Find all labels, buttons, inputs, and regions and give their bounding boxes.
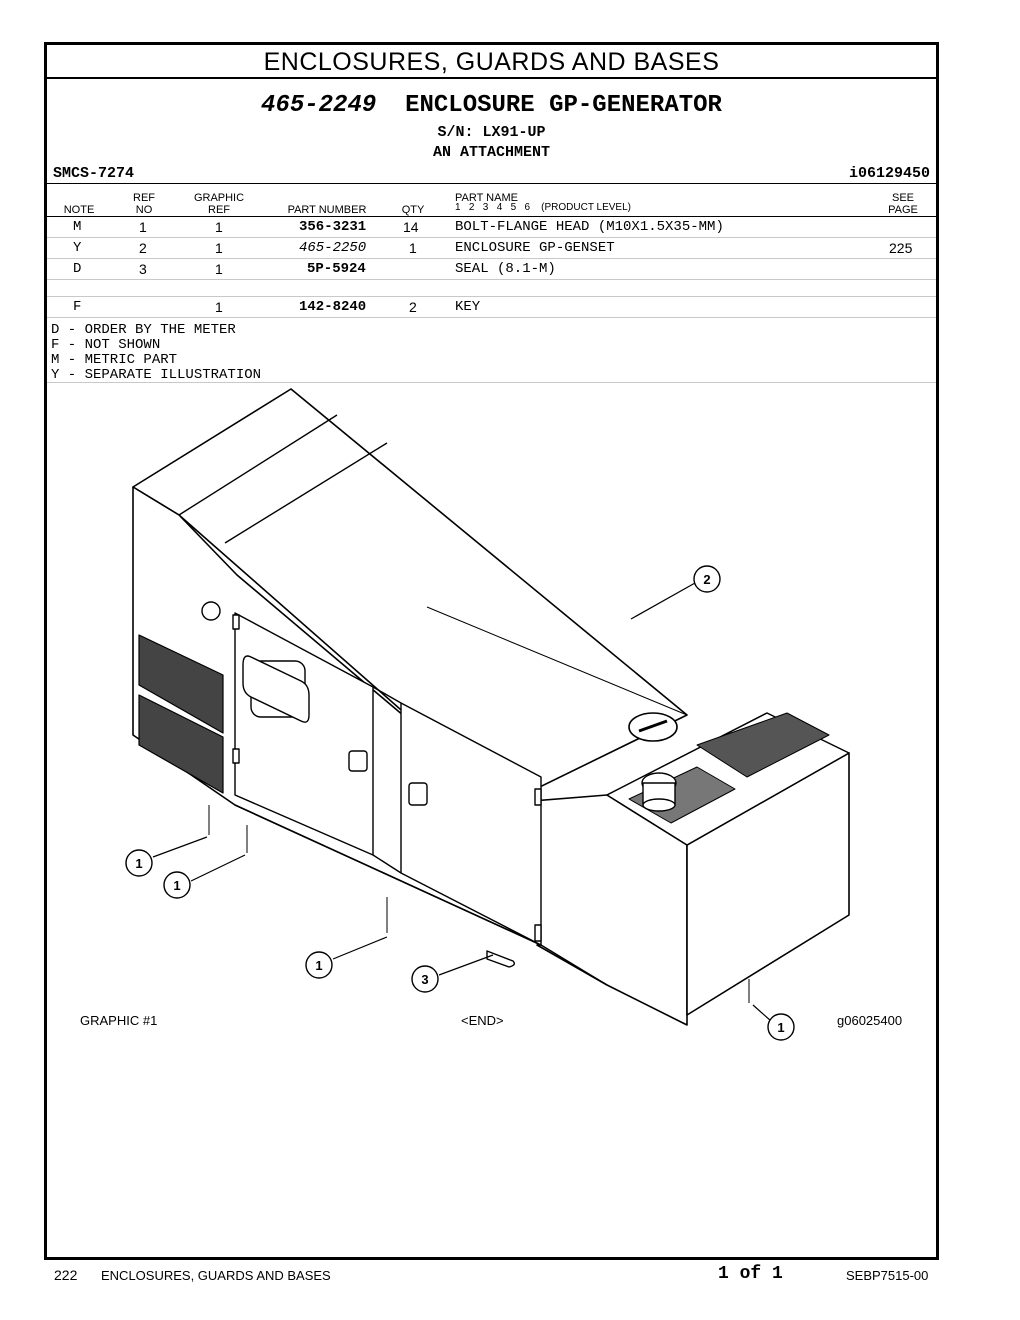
callout-label: 2 [703, 572, 711, 587]
row-graphic-ref: 1 [215, 261, 223, 277]
exhaust-stack-base [643, 799, 675, 811]
row-part-name: KEY [455, 299, 481, 315]
door-hinge [535, 789, 541, 805]
table-row [47, 217, 936, 238]
door-latch-right [409, 783, 427, 805]
callout-balloon-ref-1[interactable] [768, 1014, 794, 1040]
callout-leader [191, 855, 245, 881]
row-part-name: BOLT-FLANGE HEAD (M10X1.5X35-MM) [455, 219, 724, 235]
group-type: AN ATTACHMENT [432, 144, 551, 161]
row-ref-no: 3 [139, 261, 147, 277]
callout-balloon-ref-1[interactable] [126, 850, 152, 876]
illustration-id: i06129450 [848, 165, 930, 182]
callout-leader [753, 1005, 771, 1021]
page-frame [44, 42, 939, 1260]
col-graphic-ref-line1: GRAPHIC [193, 192, 245, 204]
row-graphic-ref: 1 [215, 299, 223, 315]
table-spacer-row [47, 280, 936, 297]
table-row [47, 259, 936, 280]
door-hinge [535, 925, 541, 941]
row-see-page-link[interactable]: 225 [889, 240, 913, 256]
header-divider [47, 183, 936, 184]
note-line: D - ORDER BY THE METER [51, 322, 236, 338]
row-part-number: 356-3231 [299, 219, 367, 235]
col-see-page-line1: SEE [891, 192, 914, 204]
row-ref-no: 2 [139, 240, 147, 256]
callout-leader [631, 583, 695, 619]
group-header [47, 79, 936, 163]
row-part-number: 142-8240 [299, 299, 367, 315]
row-graphic-ref: 1 [215, 219, 223, 235]
illustration-divider [47, 382, 936, 383]
row-ref-no: 1 [139, 219, 147, 235]
row-note: F [73, 299, 82, 315]
callout-label: 1 [315, 958, 323, 973]
footer-section: ENCLOSURES, GUARDS AND BASES [101, 1268, 331, 1283]
row-note: M [73, 219, 82, 235]
callout-balloon-ref-2[interactable] [694, 566, 720, 592]
smcs-code: SMCS-7274 [53, 165, 135, 182]
graphic-label: GRAPHIC #1 [80, 1013, 158, 1028]
col-product-level: 1 2 3 4 5 6 (PRODUCT LEVEL) [455, 202, 631, 213]
footer-page-number: 222 [54, 1267, 78, 1283]
row-qty: 14 [403, 219, 419, 235]
end-marker: <END> [461, 1013, 504, 1028]
col-part-name: PART NAME [455, 192, 518, 204]
col-qty: QTY [401, 204, 425, 216]
col-note: NOTE [63, 204, 95, 216]
table-row [47, 297, 936, 318]
graphic-id: g06025400 [837, 1013, 903, 1028]
callout-label: 1 [173, 878, 181, 893]
callout-leader [153, 837, 207, 857]
row-part-number-link[interactable]: 465-2250 [299, 240, 367, 256]
col-part-number: PART NUMBER [287, 204, 367, 216]
note-line: M - METRIC PART [51, 352, 178, 368]
row-note: D [73, 261, 82, 277]
notes-legend [51, 323, 261, 383]
door-hinge [233, 749, 239, 763]
callout-balloon-ref-1[interactable] [164, 872, 190, 898]
callout-label: 3 [421, 972, 429, 987]
callout-balloon-ref-1[interactable] [306, 952, 332, 978]
footer-page-of: 1 of 1 [718, 1264, 783, 1284]
vent-port [202, 602, 220, 620]
callout-balloon-ref-3[interactable] [412, 966, 438, 992]
group-title [47, 89, 936, 123]
callout-label: 1 [135, 856, 143, 871]
note-line: Y - SEPARATE ILLUSTRATION [51, 367, 262, 383]
col-graphic-ref-line2: REF [208, 204, 230, 216]
row-part-name: ENCLOSURE GP-GENSET [455, 240, 615, 256]
row-graphic-ref: 1 [215, 240, 223, 256]
serial-range: S/N: LX91-UP [437, 124, 546, 141]
group-part-number: 465-2249 [261, 92, 377, 119]
table-row [47, 238, 936, 259]
group-name: ENCLOSURE GP-GENERATOR [405, 92, 722, 119]
row-part-name: SEAL (8.1-M) [455, 261, 556, 277]
callout-leader [333, 937, 387, 959]
callout-label: 1 [777, 1020, 785, 1035]
section-title: ENCLOSURES, GUARDS AND BASES [47, 45, 936, 79]
door-hinge [233, 615, 239, 629]
row-qty: 2 [409, 299, 417, 315]
row-part-number: 5P-5924 [307, 261, 366, 277]
col-ref-no-line1: REF [133, 192, 155, 204]
callout-leader [439, 955, 493, 975]
door-latch-left [349, 751, 367, 771]
col-see-page-line2: PAGE [888, 204, 918, 216]
footer-doc-number: SEBP7515-00 [846, 1268, 929, 1283]
row-qty: 1 [409, 240, 417, 256]
col-ref-no-line2: NO [135, 204, 153, 216]
lifting-slot [487, 951, 514, 967]
row-note: Y [73, 240, 82, 256]
note-line: F - NOT SHOWN [51, 337, 161, 353]
